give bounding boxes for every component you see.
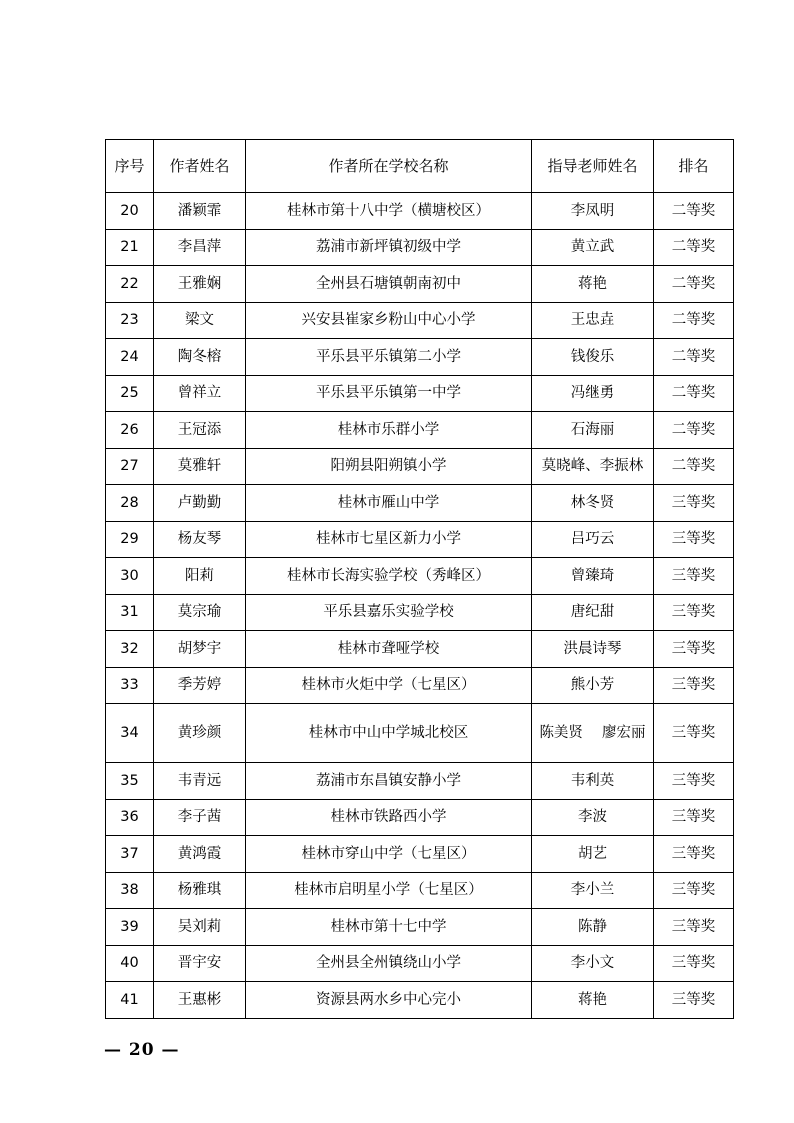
- cell-author: 韦青远: [154, 763, 246, 800]
- cell-school: 桂林市七星区新力小学: [246, 521, 532, 558]
- teacher-name: 唐纪甜: [570, 604, 615, 621]
- cell-index: 20: [106, 193, 154, 230]
- cell-school: 桂林市火炬中学（七星区）: [246, 667, 532, 704]
- table-row: [106, 909, 734, 946]
- table-row: [106, 339, 734, 376]
- cell-teacher: [532, 945, 654, 982]
- cell-teacher: [532, 266, 654, 303]
- teacher-name: 石海丽: [570, 421, 615, 438]
- teacher-name: 黄立武: [570, 239, 615, 256]
- cell-school: 荔浦市新坪镇初级中学: [246, 229, 532, 266]
- cell-school: 资源县两水乡中心完小: [246, 982, 532, 1019]
- cell-author: 杨雅琪: [154, 872, 246, 909]
- table-row: [106, 982, 734, 1019]
- teacher-name: 莫晓峰、李振林: [541, 458, 644, 475]
- teacher-name: 陈静: [578, 918, 607, 935]
- cell-teacher: [532, 193, 654, 230]
- cell-index: 33: [106, 667, 154, 704]
- cell-rank: 二等奖: [654, 193, 734, 230]
- table-row: [106, 193, 734, 230]
- cell-school: 桂林市长海实验学校（秀峰区）: [246, 558, 532, 595]
- cell-index: 39: [106, 909, 154, 946]
- header-school: 作者所在学校名称: [246, 140, 532, 193]
- teacher-name: 林冬贤: [570, 494, 615, 511]
- cell-rank: 三等奖: [654, 558, 734, 595]
- cell-school: 桂林市第十七中学: [246, 909, 532, 946]
- cell-teacher: [532, 594, 654, 631]
- teacher-name: 陈美贤 廖宏丽: [539, 725, 646, 741]
- cell-rank: 二等奖: [654, 302, 734, 339]
- cell-school: 阳朔县阳朔镇小学: [246, 448, 532, 485]
- cell-rank: 三等奖: [654, 667, 734, 704]
- cell-rank: 三等奖: [654, 872, 734, 909]
- cell-author: 王惠彬: [154, 982, 246, 1019]
- cell-index: 32: [106, 631, 154, 668]
- table-row: [106, 375, 734, 412]
- table-row: [106, 594, 734, 631]
- cell-author: 季芳婷: [154, 667, 246, 704]
- cell-rank: 二等奖: [654, 448, 734, 485]
- cell-rank: 二等奖: [654, 339, 734, 376]
- cell-author: 李子茜: [154, 799, 246, 836]
- teacher-name: 蒋艳: [578, 991, 607, 1008]
- table-row: [106, 266, 734, 303]
- table-row: [106, 448, 734, 485]
- table-row: [106, 412, 734, 449]
- cell-teacher: [532, 229, 654, 266]
- cell-author: 王雅娴: [154, 266, 246, 303]
- cell-school: 桂林市中山中学城北校区: [246, 704, 532, 763]
- table-row: [106, 558, 734, 595]
- cell-index: 34: [106, 704, 154, 763]
- cell-index: 22: [106, 266, 154, 303]
- cell-author: 梁文: [154, 302, 246, 339]
- cell-index: 37: [106, 836, 154, 873]
- cell-author: 莫宗瑜: [154, 594, 246, 631]
- teacher-name: 李小兰: [570, 882, 615, 899]
- cell-school: 桂林市穿山中学（七星区）: [246, 836, 532, 873]
- teacher-name: 洪晨诗琴: [563, 640, 622, 657]
- header-rank: 排名: [654, 140, 734, 193]
- cell-teacher: [532, 412, 654, 449]
- cell-teacher: [532, 763, 654, 800]
- table-row: [106, 799, 734, 836]
- teacher-name: 熊小芳: [570, 677, 615, 694]
- cell-school: 全州县全州镇绕山小学: [246, 945, 532, 982]
- cell-index: 28: [106, 485, 154, 522]
- cell-index: 35: [106, 763, 154, 800]
- cell-school: 全州县石塘镇朝南初中: [246, 266, 532, 303]
- cell-rank: 三等奖: [654, 594, 734, 631]
- cell-index: 26: [106, 412, 154, 449]
- cell-author: 莫雅轩: [154, 448, 246, 485]
- teacher-name: 钱俊乐: [570, 348, 615, 365]
- cell-author: 王冠添: [154, 412, 246, 449]
- cell-teacher: [532, 631, 654, 668]
- cell-index: 38: [106, 872, 154, 909]
- cell-author: 黄鸿霞: [154, 836, 246, 873]
- cell-rank: 二等奖: [654, 229, 734, 266]
- cell-teacher: [532, 485, 654, 522]
- table-row: [106, 872, 734, 909]
- cell-index: 21: [106, 229, 154, 266]
- cell-rank: 三等奖: [654, 763, 734, 800]
- table-body: [106, 193, 734, 1019]
- cell-author: 李昌萍: [154, 229, 246, 266]
- cell-teacher: [532, 704, 654, 763]
- cell-rank: 三等奖: [654, 945, 734, 982]
- teacher-name: 曾臻琦: [570, 567, 615, 584]
- table-row: [106, 945, 734, 982]
- cell-author: 胡梦宇: [154, 631, 246, 668]
- cell-rank: 二等奖: [654, 266, 734, 303]
- cell-author: 曾祥立: [154, 375, 246, 412]
- table-row: [106, 229, 734, 266]
- cell-school: 平乐县嘉乐实验学校: [246, 594, 532, 631]
- teacher-name: 李小文: [570, 955, 615, 972]
- teacher-name: 吕巧云: [570, 531, 615, 548]
- cell-index: 23: [106, 302, 154, 339]
- teacher-name: 蒋艳: [578, 275, 607, 292]
- teacher-name: 韦利英: [570, 772, 615, 789]
- cell-school: 兴安县崔家乡粉山中心小学: [246, 302, 532, 339]
- cell-author: 卢勤勤: [154, 485, 246, 522]
- cell-author: 杨友琴: [154, 521, 246, 558]
- teacher-name: 李凤明: [570, 202, 615, 219]
- table-row: [106, 302, 734, 339]
- table-row: [106, 631, 734, 668]
- cell-rank: 二等奖: [654, 375, 734, 412]
- cell-author: 吴刘莉: [154, 909, 246, 946]
- cell-teacher: [532, 982, 654, 1019]
- teacher-name: 王忠垚: [570, 312, 615, 329]
- cell-index: 36: [106, 799, 154, 836]
- cell-author: 阳莉: [154, 558, 246, 595]
- table-row: [106, 704, 734, 763]
- cell-index: 40: [106, 945, 154, 982]
- cell-index: 41: [106, 982, 154, 1019]
- teacher-name: 冯继勇: [570, 385, 615, 402]
- cell-school: 桂林市第十八中学（横塘校区）: [246, 193, 532, 230]
- cell-index: 31: [106, 594, 154, 631]
- cell-teacher: [532, 339, 654, 376]
- teacher-name: 胡艺: [578, 845, 607, 862]
- cell-author: 晋宇安: [154, 945, 246, 982]
- table-row: [106, 667, 734, 704]
- cell-school: 桂林市聋哑学校: [246, 631, 532, 668]
- table-header-row: [106, 140, 734, 193]
- cell-teacher: [532, 375, 654, 412]
- table-row: [106, 485, 734, 522]
- header-author: 作者姓名: [154, 140, 246, 193]
- cell-rank: 二等奖: [654, 412, 734, 449]
- cell-teacher: [532, 909, 654, 946]
- page-number: — 20 —: [104, 1040, 180, 1060]
- cell-index: 25: [106, 375, 154, 412]
- cell-index: 27: [106, 448, 154, 485]
- header-teacher: 指导老师姓名: [532, 140, 654, 193]
- cell-school: 桂林市启明星小学（七星区）: [246, 872, 532, 909]
- cell-author: 陶冬榕: [154, 339, 246, 376]
- cell-teacher: [532, 872, 654, 909]
- cell-teacher: [532, 448, 654, 485]
- cell-school: 荔浦市东昌镇安静小学: [246, 763, 532, 800]
- table-row: [106, 763, 734, 800]
- cell-index: 24: [106, 339, 154, 376]
- header-index: 序号: [106, 140, 154, 193]
- cell-teacher: [532, 836, 654, 873]
- cell-author: 潘颖霏: [154, 193, 246, 230]
- cell-author: 黄珍颜: [154, 704, 246, 763]
- cell-rank: 三等奖: [654, 909, 734, 946]
- cell-school: 桂林市雁山中学: [246, 485, 532, 522]
- cell-rank: 三等奖: [654, 631, 734, 668]
- table-row: [106, 521, 734, 558]
- teacher-name: 李波: [578, 809, 607, 826]
- cell-teacher: [532, 521, 654, 558]
- table-row: [106, 836, 734, 873]
- cell-rank: 三等奖: [654, 485, 734, 522]
- cell-rank: 三等奖: [654, 982, 734, 1019]
- cell-teacher: [532, 558, 654, 595]
- cell-rank: 三等奖: [654, 704, 734, 763]
- cell-index: 30: [106, 558, 154, 595]
- cell-school: 平乐县平乐镇第二小学: [246, 339, 532, 376]
- cell-teacher: [532, 667, 654, 704]
- cell-index: 29: [106, 521, 154, 558]
- cell-teacher: [532, 799, 654, 836]
- cell-rank: 三等奖: [654, 521, 734, 558]
- cell-school: 桂林市铁路西小学: [246, 799, 532, 836]
- cell-rank: 三等奖: [654, 836, 734, 873]
- cell-rank: 三等奖: [654, 799, 734, 836]
- awards-table: [105, 139, 734, 1019]
- cell-teacher: [532, 302, 654, 339]
- cell-school: 平乐县平乐镇第一中学: [246, 375, 532, 412]
- cell-school: 桂林市乐群小学: [246, 412, 532, 449]
